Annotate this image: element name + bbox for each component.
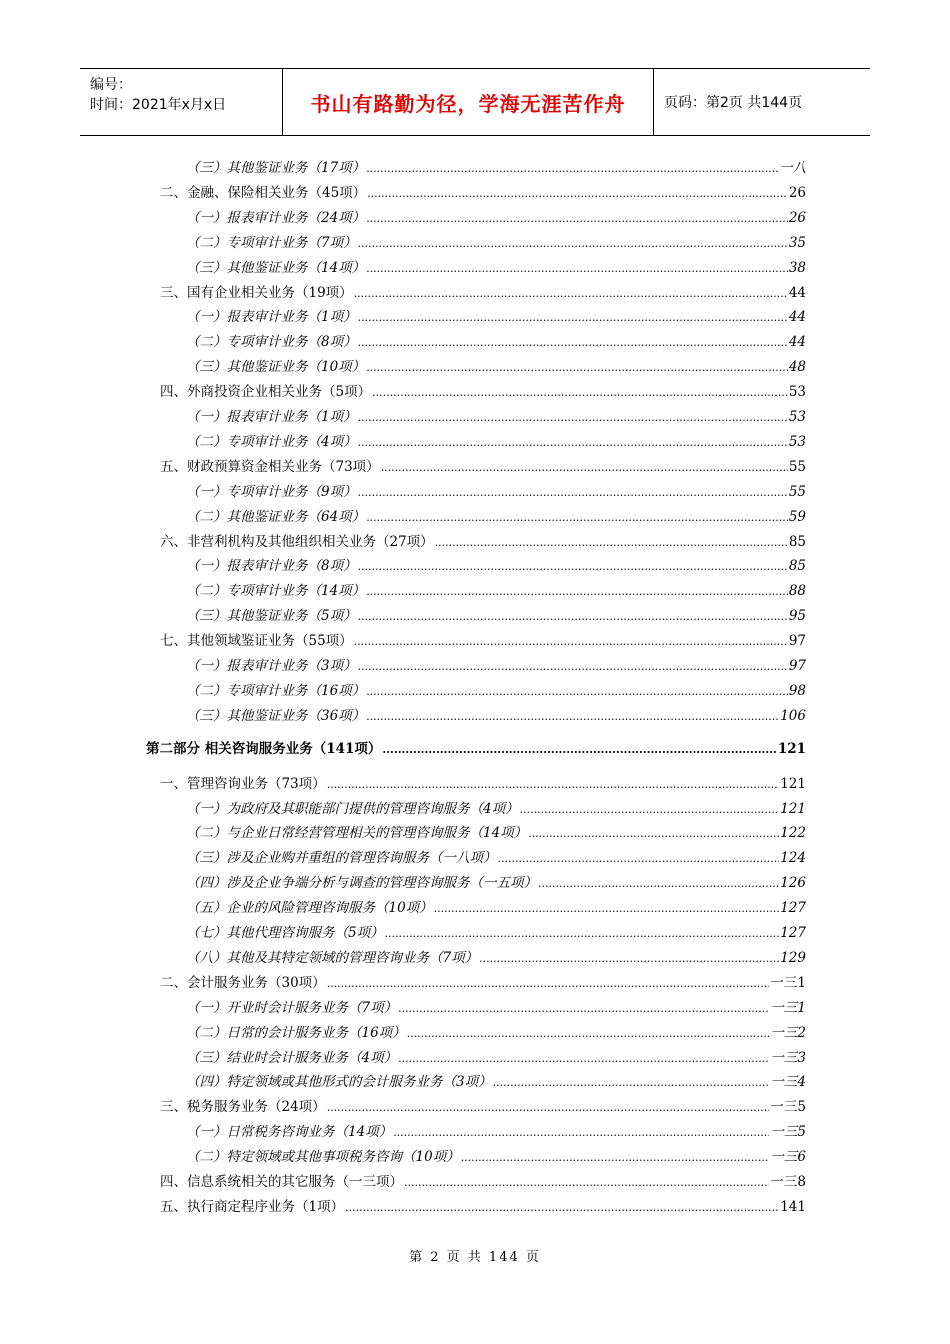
toc-entry-page: 55 bbox=[788, 483, 806, 500]
toc-entry-title: （一）报表审计业务（1项） bbox=[186, 409, 357, 425]
toc-leader-dots bbox=[354, 629, 788, 654]
toc-entry-page: 一三6 bbox=[770, 1149, 806, 1166]
toc-entry-title: （二）专项审计业务（4项） bbox=[186, 433, 357, 450]
toc-entry-title: 三、税务服务业务（24项） bbox=[160, 1099, 326, 1116]
toc-entry[interactable] bbox=[186, 946, 806, 970]
toc-leader-dots bbox=[358, 405, 788, 430]
toc-leader-dots bbox=[479, 946, 779, 971]
header-page-info: 页码：第2页 共144页 bbox=[664, 95, 803, 111]
toc-entry-page: 95 bbox=[788, 608, 806, 625]
toc-leader-dots bbox=[393, 1120, 769, 1145]
toc-leader-dots bbox=[327, 1095, 770, 1120]
toc-entry-title: （三）其他鉴证业务（17项） bbox=[186, 160, 366, 176]
toc-leader-dots bbox=[381, 455, 788, 480]
toc-leader-dots bbox=[366, 156, 778, 181]
toc-entry-page: 一三1 bbox=[770, 999, 806, 1016]
toc-entry-page: 一三5 bbox=[770, 1124, 806, 1141]
toc-entry[interactable] bbox=[186, 1046, 806, 1070]
toc-entry-title: （一）报表审计业务（3项） bbox=[186, 658, 357, 674]
toc-leader-dots bbox=[354, 281, 788, 306]
toc-entry-title: （二）日常的会计服务业务（16项） bbox=[186, 1024, 406, 1041]
toc-entry[interactable] bbox=[160, 181, 806, 205]
toc-entry-page: 129 bbox=[780, 949, 806, 966]
toc-entry[interactable] bbox=[186, 480, 806, 504]
toc-entry-title: 六、非营利机构及其他组织相关业务（27项） bbox=[160, 533, 434, 550]
toc-entry-title: （三）涉及企业购并重组的管理咨询服务（一八项） bbox=[186, 850, 497, 867]
toc-entry-page: 55 bbox=[788, 458, 806, 475]
toc-entry[interactable] bbox=[186, 330, 806, 354]
toc-entry-title: 七、其他领域鉴证业务（55项） bbox=[160, 633, 353, 650]
toc-leader-dots bbox=[385, 921, 780, 946]
toc-entry[interactable] bbox=[160, 380, 806, 404]
toc-entry-page: 124 bbox=[780, 850, 806, 867]
toc-leader-dots bbox=[358, 305, 788, 330]
toc-entry[interactable] bbox=[186, 579, 806, 603]
toc-entry[interactable] bbox=[186, 871, 806, 895]
header-motto: 书山有路勤为径，学海无涯苦作舟 bbox=[282, 69, 654, 135]
toc-leader-dots bbox=[327, 772, 780, 797]
toc-entry[interactable] bbox=[186, 679, 806, 703]
toc-leader-dots bbox=[366, 579, 788, 604]
toc-entry[interactable] bbox=[186, 846, 806, 870]
toc-leader-dots bbox=[493, 1070, 770, 1095]
toc-entry[interactable] bbox=[186, 654, 806, 678]
toc-entry-title: （四）涉及企业争端分析与调查的管理咨询服务（一五项） bbox=[186, 875, 537, 892]
toc-entry-page: 一三4 bbox=[770, 1074, 806, 1091]
toc-entry-page: 35 bbox=[788, 234, 806, 251]
toc-entry-title: （三）其他鉴证业务（5项） bbox=[186, 608, 357, 625]
toc-entry[interactable] bbox=[186, 505, 806, 529]
toc-leader-dots bbox=[372, 380, 788, 405]
toc-entry-page: 38 bbox=[788, 259, 806, 276]
toc-entry[interactable] bbox=[160, 1170, 806, 1194]
toc-entry-title: 二、金融、保险相关业务（45项） bbox=[160, 184, 367, 201]
toc-entry-page: 97 bbox=[788, 633, 806, 650]
toc-leader-dots bbox=[366, 505, 788, 530]
toc-entry[interactable] bbox=[160, 281, 806, 305]
toc-entry[interactable] bbox=[186, 1145, 806, 1169]
toc-entry-title: （三）其他鉴证业务（14项） bbox=[186, 259, 366, 276]
toc-leader-dots bbox=[538, 871, 779, 896]
toc-entry-page: 122 bbox=[780, 825, 806, 842]
toc-entry-page: 141 bbox=[780, 1198, 806, 1215]
toc-entry[interactable] bbox=[146, 737, 806, 761]
toc-leader-dots bbox=[435, 530, 788, 555]
toc-entry-title: （七）其他代理咨询服务（5项） bbox=[186, 925, 384, 941]
toc-entry[interactable] bbox=[160, 455, 806, 479]
toc-entry-page: 121 bbox=[780, 775, 806, 792]
toc-entry-page: 一三1 bbox=[770, 974, 806, 991]
toc-leader-dots bbox=[366, 704, 779, 729]
toc-entry[interactable] bbox=[186, 797, 806, 821]
toc-entry-page: 53 bbox=[788, 384, 806, 401]
toc-entry-page: 44 bbox=[788, 284, 806, 301]
toc-leader-dots bbox=[407, 1021, 770, 1046]
toc-entry-title: 五、财政预算资金相关业务（73项） bbox=[160, 458, 380, 475]
toc-entry-title: 第二部分 相关咨询服务业务（141项） bbox=[146, 740, 382, 757]
page-header bbox=[80, 68, 870, 136]
page-footer: 第 2 页 共 144 页 bbox=[409, 1250, 541, 1265]
toc-entry-title: （四）特定领域或其他形式的会计服务业务（3项） bbox=[186, 1074, 492, 1091]
toc-entry-title: （三）其他鉴证业务（36项） bbox=[186, 707, 366, 724]
toc-entry-page: 121 bbox=[780, 800, 806, 817]
toc-entry[interactable] bbox=[186, 604, 806, 628]
toc-entry-title: （二）专项审计业务（8项） bbox=[186, 334, 357, 351]
toc-entry[interactable] bbox=[160, 772, 806, 796]
toc-entry[interactable] bbox=[186, 206, 806, 230]
header-date: 时间：2021年x月x日 bbox=[90, 97, 227, 113]
toc-entry-page: 127 bbox=[780, 900, 806, 917]
toc-entry-title: （一）报表审计业务（8项） bbox=[186, 558, 357, 575]
header-meta bbox=[80, 69, 282, 135]
toc-entry-title: （一）日常税务咨询业务（14项） bbox=[186, 1124, 393, 1141]
toc-leader-dots bbox=[358, 604, 788, 629]
toc-leader-dots bbox=[366, 256, 788, 281]
toc-entry[interactable] bbox=[186, 430, 806, 454]
toc-entry[interactable] bbox=[186, 921, 806, 945]
toc-entry-page: 59 bbox=[788, 508, 806, 525]
toc-leader-dots bbox=[358, 330, 788, 355]
toc-entry-title: （一）报表审计业务（1项） bbox=[186, 309, 357, 326]
toc-entry[interactable] bbox=[186, 405, 806, 429]
toc-entry-title: （三）其他鉴证业务（10项） bbox=[186, 359, 366, 376]
toc-leader-dots bbox=[358, 554, 788, 579]
toc-leader-dots bbox=[528, 821, 779, 846]
toc-entry-title: （一）为政府及其职能部门提供的管理咨询服务（4项） bbox=[186, 800, 519, 817]
toc-entry-page: 85 bbox=[788, 533, 806, 550]
toc-entry-page: 98 bbox=[788, 682, 806, 699]
toc-entry-page: 一三8 bbox=[770, 1174, 806, 1190]
toc-entry-page: 97 bbox=[788, 658, 806, 674]
toc-entry-page: 一三3 bbox=[770, 1049, 806, 1066]
toc-entry[interactable] bbox=[186, 256, 806, 280]
toc-entry-title: （二）与企业日常经营管理相关的管理咨询服务（14项） bbox=[186, 825, 528, 842]
toc-leader-dots bbox=[520, 797, 780, 822]
toc-entry[interactable] bbox=[186, 355, 806, 379]
toc-leader-dots bbox=[404, 1170, 769, 1195]
toc-entry-page: 44 bbox=[788, 309, 806, 326]
toc-entry-title: 四、外商投资企业相关业务（5项） bbox=[160, 384, 372, 401]
toc-leader-dots bbox=[382, 737, 776, 762]
toc-entry-page: 85 bbox=[788, 558, 806, 575]
toc-leader-dots bbox=[367, 181, 788, 206]
toc-entry-title: （二）特定领域或其他事项税务咨询（10项） bbox=[186, 1149, 460, 1166]
toc-entry[interactable] bbox=[186, 821, 806, 845]
toc-entry-page: 88 bbox=[788, 583, 806, 600]
toc-entry[interactable] bbox=[186, 996, 806, 1020]
toc-leader-dots bbox=[461, 1145, 770, 1170]
toc-entry-title: 三、国有企业相关业务（19项） bbox=[160, 284, 353, 301]
toc-entry[interactable] bbox=[160, 530, 806, 554]
toc-entry-page: 44 bbox=[788, 334, 806, 351]
toc-entry[interactable] bbox=[160, 629, 806, 653]
toc-entry[interactable] bbox=[186, 704, 806, 728]
toc-leader-dots bbox=[498, 846, 780, 871]
toc-entry-page: 一三5 bbox=[770, 1099, 806, 1116]
toc-entry-title: （五）企业的风险管理咨询服务（10项） bbox=[186, 900, 433, 917]
toc-entry-page: 106 bbox=[780, 707, 806, 724]
toc-entry-page: 53 bbox=[788, 409, 806, 425]
toc-entry-title: （二）专项审计业务（7项） bbox=[186, 234, 357, 251]
toc-entry[interactable] bbox=[186, 231, 806, 255]
header-number-label: 编号： bbox=[90, 77, 132, 93]
toc-entry[interactable] bbox=[186, 1070, 806, 1094]
toc-entry-title: （一）专项审计业务（9项） bbox=[186, 483, 357, 500]
toc-leader-dots bbox=[327, 971, 770, 996]
toc-entry-page: 127 bbox=[780, 925, 806, 941]
toc-leader-dots bbox=[366, 679, 788, 704]
toc-entry-title: （一）开业时会计服务业务（7项） bbox=[186, 999, 398, 1016]
toc-entry[interactable] bbox=[186, 1021, 806, 1045]
toc-leader-dots bbox=[398, 996, 769, 1021]
toc-entry[interactable] bbox=[186, 1120, 806, 1144]
toc-entry-page: 121 bbox=[777, 740, 806, 757]
toc-entry[interactable] bbox=[186, 896, 806, 920]
toc-entry-title: （二）专项审计业务（16项） bbox=[186, 682, 366, 699]
toc-entry[interactable] bbox=[186, 156, 806, 180]
toc-entry[interactable] bbox=[186, 305, 806, 329]
toc-leader-dots bbox=[358, 480, 788, 505]
toc-leader-dots bbox=[358, 430, 788, 455]
toc-entry[interactable] bbox=[160, 971, 806, 995]
toc-entry[interactable] bbox=[160, 1195, 806, 1219]
toc-leader-dots bbox=[398, 1046, 769, 1071]
toc-entry-page: 一三2 bbox=[770, 1024, 806, 1041]
toc-entry-page: 48 bbox=[788, 359, 806, 376]
toc-entry-title: （一）报表审计业务（24项） bbox=[186, 209, 366, 226]
toc-leader-dots bbox=[366, 355, 788, 380]
toc-leader-dots bbox=[434, 896, 780, 921]
toc-entry-title: 二、会计服务业务（30项） bbox=[160, 974, 326, 991]
toc-leader-dots bbox=[345, 1195, 779, 1220]
toc-entry-title: （二）专项审计业务（14项） bbox=[186, 583, 366, 600]
toc-leader-dots bbox=[358, 231, 788, 256]
toc-entry[interactable] bbox=[186, 554, 806, 578]
toc-leader-dots bbox=[366, 206, 788, 231]
toc-leader-dots bbox=[358, 654, 788, 679]
toc-entry[interactable] bbox=[160, 1095, 806, 1119]
toc-entry-title: （二）其他鉴证业务（64项） bbox=[186, 508, 366, 525]
toc-entry-title: （三）结业时会计服务业务（4项） bbox=[186, 1049, 398, 1066]
toc-entry-page: 53 bbox=[788, 433, 806, 450]
toc-entry-page: 26 bbox=[788, 209, 806, 226]
toc-entry-title: （八）其他及其特定领域的管理咨询业务（7项） bbox=[186, 949, 479, 966]
toc-entry-page: 126 bbox=[780, 875, 806, 892]
toc-entry-page: 一八 bbox=[779, 160, 806, 176]
toc-entry-title: 四、信息系统相关的其它服务（一三项） bbox=[160, 1174, 403, 1190]
toc-entry-title: 一、管理咨询业务（73项） bbox=[160, 775, 326, 792]
toc-entry-page: 26 bbox=[788, 184, 806, 201]
toc-entry-title: 五、执行商定程序业务（1项） bbox=[160, 1198, 345, 1215]
